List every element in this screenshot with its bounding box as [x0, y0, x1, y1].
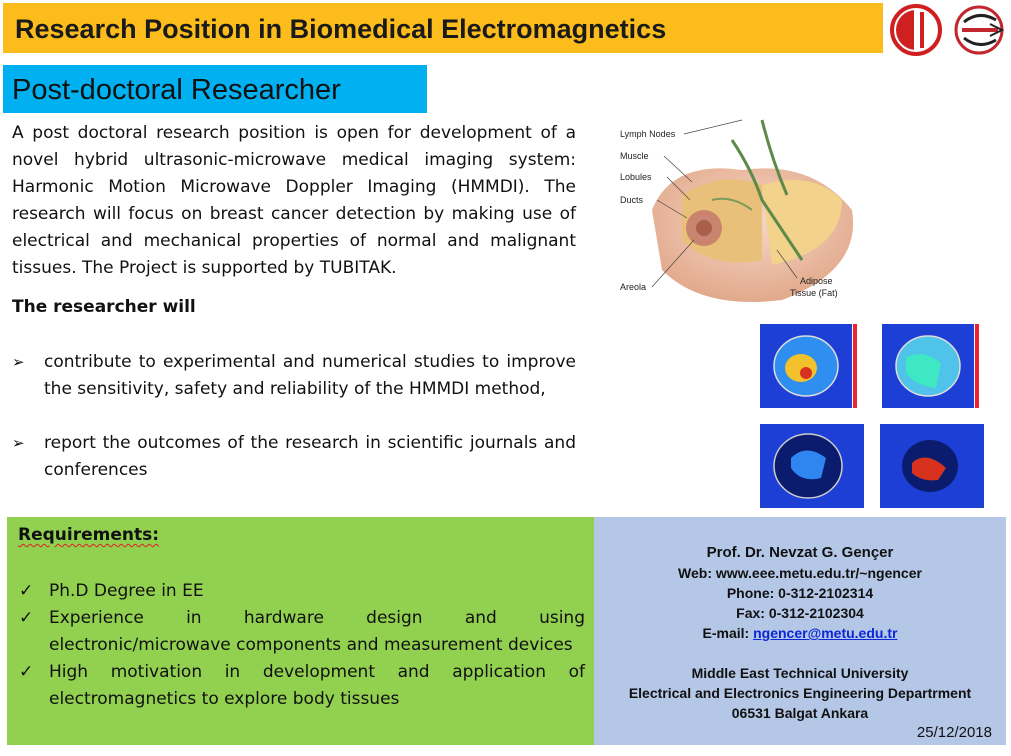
subtitle-bar [3, 65, 427, 113]
contact-university: Middle East Technical University [691, 665, 909, 681]
requirement-text: High motivation in development and application of electromagnetics to explore body tissues [49, 662, 585, 709]
label-tissue-fat: Tissue (Fat) [790, 288, 838, 298]
contact-address: 06531 Balgat Ankara [731, 705, 869, 721]
university-logos [886, 2, 1008, 58]
check-mark-icon: ✓ [19, 662, 34, 682]
duties-list [12, 349, 576, 511]
plot-bottom-right [880, 424, 984, 508]
contact-name: Prof. Dr. Nevzat G. Gençer [706, 544, 894, 561]
position-subtitle: Post-doctoral Researcher [12, 74, 341, 106]
simulation-result-plots [746, 318, 994, 516]
requirements-box [7, 517, 594, 745]
page-title: Research Position in Biomedical Electromagnetics [15, 14, 667, 44]
arrow-bullet-icon: ➢ [12, 353, 25, 371]
list-item [17, 605, 585, 659]
requirements-list [17, 578, 585, 713]
list-item [12, 349, 576, 403]
contact-fax: Fax: 0-312-2102304 [736, 605, 864, 621]
label-lobules: Lobules [620, 172, 652, 182]
label-lymph-nodes: Lymph Nodes [620, 129, 676, 139]
list-item [17, 659, 585, 713]
label-ducts: Ducts [620, 195, 644, 205]
requirements-title: Requirements: [18, 525, 160, 545]
duty-text: report the outcomes of the research in scientific journals and conferences [44, 433, 576, 480]
researcher-will-heading: The researcher will [12, 297, 196, 317]
plot-top-left [760, 324, 857, 408]
contact-web: Web: www.eee.metu.edu.tr/~ngencer [678, 565, 922, 581]
list-item [12, 430, 576, 484]
contact-phone: Phone: 0-312-2102314 [726, 585, 874, 601]
requirement-text: Ph.D Degree in EE [49, 581, 204, 601]
check-mark-icon: ✓ [19, 581, 34, 601]
arrow-bullet-icon: ➢ [12, 434, 25, 452]
requirement-text: Experience in hardware design and using electronic/microwave components and measurement devices [49, 608, 585, 655]
contact-box [594, 517, 1006, 745]
plot-top-right [882, 324, 979, 408]
label-areola: Areola [620, 282, 647, 292]
breast-anatomy-illustration [612, 100, 870, 312]
email-link[interactable]: ngencer@metu.edu.tr [753, 625, 898, 641]
list-item [17, 578, 585, 605]
email-label: E-mail: [702, 625, 754, 641]
plot-bottom-left [760, 424, 864, 508]
label-muscle: Muscle [620, 151, 649, 161]
intro-paragraph: A post doctoral research position is open for development of a novel hybrid ultrasonic-microwave medical imaging system: Harmonic Motion Microwave Doppler Imaging (HMMDI). The research will focus on breast cancer detection by making use of electrical and mechanical properties of normal and malignant tissues. The Project is supported by TUBITAK. [12, 123, 576, 278]
title-bar [3, 3, 883, 53]
label-adipose: Adipose [800, 276, 833, 286]
contact-department: Electrical and Electronics Engineering Departrment [628, 685, 972, 701]
posting-date: 25/12/2018 [916, 724, 992, 741]
metu-logo-icon [892, 6, 940, 54]
eee-department-logo-icon [956, 7, 1002, 53]
check-mark-icon: ✓ [19, 608, 34, 628]
duty-text: contribute to experimental and numerical studies to improve the sensitivity, safety and reliability of the HMMDI method, [44, 352, 576, 399]
contact-email-line [594, 623, 1006, 643]
